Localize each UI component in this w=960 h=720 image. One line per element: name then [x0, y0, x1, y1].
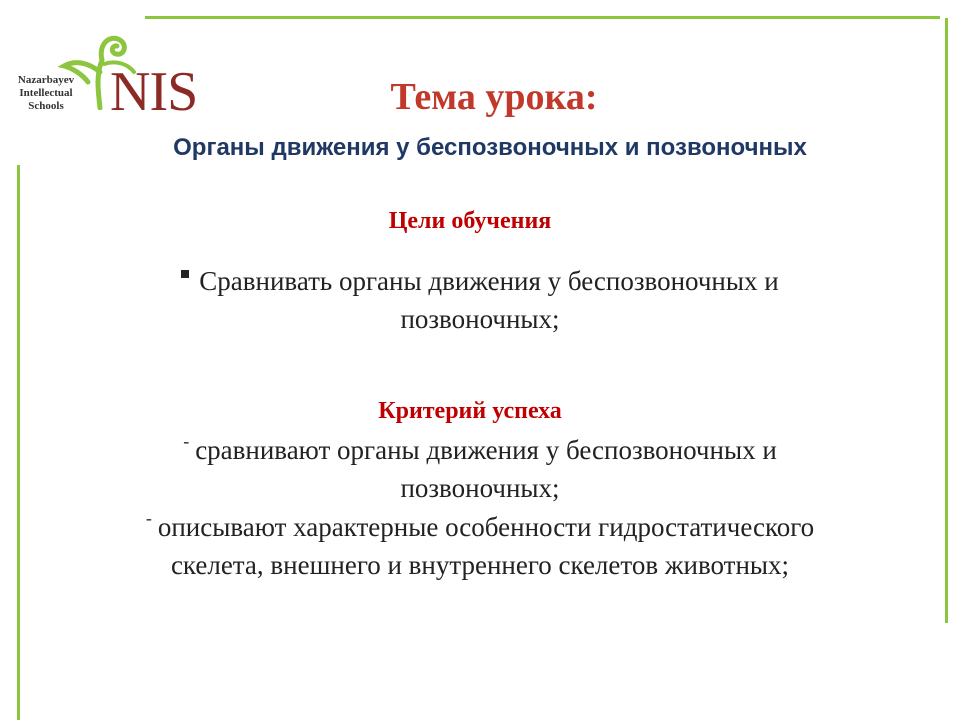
criteria-item-line2: скелета, внешнего и внутреннего скелетов животных; [170, 550, 790, 580]
logo-wordmark: NIS [110, 61, 198, 123]
criteria-item-line1: сравнивают органы движения у беспозвоночных и [195, 435, 777, 465]
dash-marker: - [145, 508, 152, 528]
criteria-item-line1: описывают характерные особенности гидростатического [157, 512, 815, 542]
criteria-item [60, 508, 900, 584]
goal-item-line1: Сравнивать органы движения у беспозвоночных и [199, 266, 779, 296]
criteria-item-line2: позвоночных; [400, 473, 560, 503]
logo-caption-line: Nazarbayev [17, 74, 75, 86]
dash-marker: - [183, 431, 190, 451]
logo-caption-line: Intellectual [19, 87, 73, 99]
lesson-topic: Органы движения у беспозвоночных и позвоночных [173, 134, 807, 161]
frame-left-line [17, 165, 20, 720]
goal-item [60, 262, 900, 338]
logo-caption-line: Schools [28, 100, 64, 112]
frame-top-line [145, 16, 940, 19]
criteria-heading: Критерий успеха [378, 398, 562, 424]
bullet-square-icon [181, 270, 189, 278]
goal-item-line2: позвоночных; [400, 304, 560, 334]
page-title: Тема урока: [390, 76, 598, 118]
criteria-item [60, 431, 900, 507]
goals-heading: Цели обучения [388, 208, 552, 234]
